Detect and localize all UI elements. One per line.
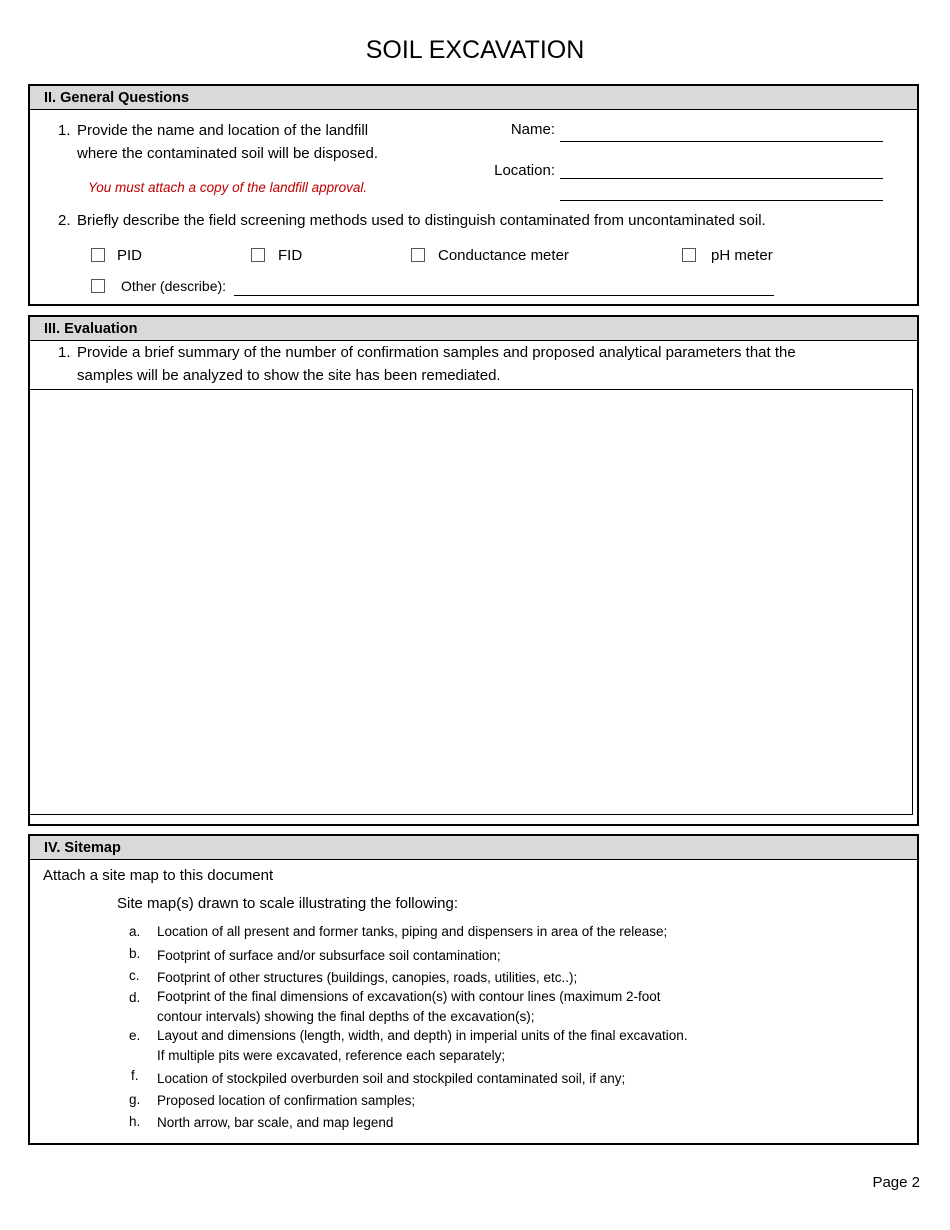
section-header: III. Evaluation: [30, 317, 917, 341]
item-letter: h.: [129, 1114, 141, 1129]
conductance-meter-checkbox[interactable]: [411, 248, 425, 262]
sitemap-intro: Site map(s) drawn to scale illustrating the following:: [117, 895, 458, 912]
attach-instruction: Attach a site map to this document: [43, 867, 274, 884]
other-describe-field[interactable]: [234, 295, 774, 296]
pid-checkbox[interactable]: [91, 248, 105, 262]
section-header: II. General Questions: [30, 86, 917, 110]
list-item: Footprint of the final dimensions of excavation(s) with contour lines (maximum 2-foot: [157, 989, 661, 1004]
other-label: Other (describe):: [121, 278, 227, 294]
question-text: Provide a brief summary of the number of confirmation samples and proposed analytical parameters that the: [77, 344, 796, 361]
fid-checkbox[interactable]: [251, 248, 265, 262]
attachment-note: You must attach a copy of the landfill approval.: [88, 180, 368, 195]
item-letter: c.: [129, 968, 140, 983]
item-letter: g.: [129, 1092, 141, 1107]
question-text: where the contaminated soil will be disposed.: [77, 145, 379, 162]
location-field-line-2[interactable]: [560, 200, 883, 201]
location-field[interactable]: [560, 178, 883, 179]
page-number: Page 2: [872, 1174, 920, 1191]
list-item-continuation: If multiple pits were excavated, reference each separately;: [157, 1048, 506, 1063]
location-label: Location:: [494, 162, 555, 179]
question-number: 1.: [58, 344, 71, 361]
other-checkbox[interactable]: [91, 279, 105, 293]
list-item: Location of all present and former tanks, piping and dispensers in area of the release;: [157, 924, 668, 939]
page-title: SOIL EXCAVATION: [365, 36, 585, 64]
item-letter: b.: [129, 946, 141, 961]
question-text: Provide the name and location of the landfill: [77, 122, 369, 139]
section-sitemap: [28, 834, 919, 1145]
conductance-meter-label: Conductance meter: [438, 247, 569, 264]
question-text: Briefly describe the field screening methods used to distinguish contaminated from uncontaminated soil.: [77, 212, 766, 229]
list-item: Location of stockpiled overburden soil and stockpiled contaminated soil, if any;: [157, 1071, 626, 1086]
item-letter: d.: [129, 990, 141, 1005]
list-item: Footprint of other structures (buildings, canopies, roads, utilities, etc..);: [157, 970, 578, 985]
ph-meter-checkbox[interactable]: [682, 248, 696, 262]
item-letter: a.: [129, 924, 141, 939]
ph-meter-label: pH meter: [711, 247, 773, 264]
fid-label: FID: [278, 247, 303, 264]
name-field[interactable]: [560, 141, 883, 142]
item-letter: f.: [131, 1068, 139, 1083]
list-item: Proposed location of confirmation samples;: [157, 1093, 416, 1108]
question-number: 2.: [58, 212, 71, 229]
item-letter: e.: [129, 1028, 141, 1043]
list-item-continuation: contour intervals) showing the final depths of the excavation(s);: [157, 1009, 535, 1024]
section-header: IV. Sitemap: [30, 836, 917, 860]
section-general-questions: [28, 84, 919, 306]
question-text: samples will be analyzed to show the site has been remediated.: [77, 367, 501, 384]
list-item: Footprint of surface and/or subsurface soil contamination;: [157, 948, 501, 963]
section-evaluation: [28, 315, 919, 826]
list-item: North arrow, bar scale, and map legend: [157, 1115, 394, 1130]
question-number: 1.: [58, 122, 71, 139]
summary-text-area[interactable]: [29, 389, 913, 815]
pid-label: PID: [117, 247, 143, 264]
list-item: Layout and dimensions (length, width, and depth) in imperial units of the final excavation.: [157, 1028, 688, 1043]
name-label: Name:: [510, 121, 555, 138]
